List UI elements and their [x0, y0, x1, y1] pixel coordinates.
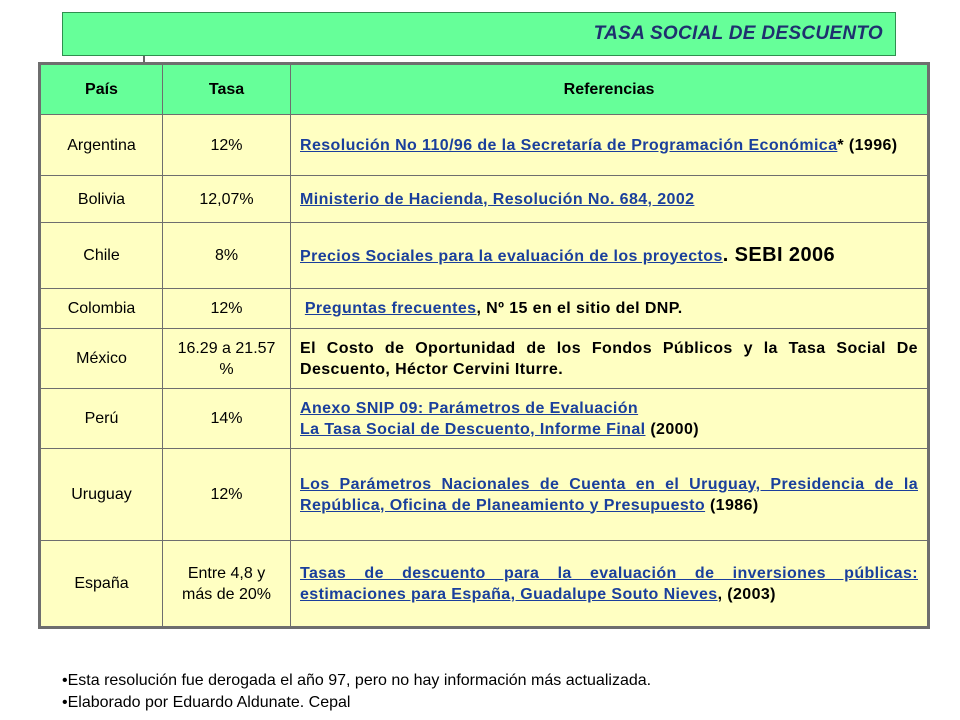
table-row: [40, 115, 929, 176]
reference-cell: [291, 176, 929, 223]
table-row: [40, 176, 929, 223]
header-rate: Tasa: [163, 64, 291, 115]
reference-link[interactable]: Los Parámetros Nacionales de Cuenta en el Uruguay, Presidencia de la República, Oficina de Planeamiento y Presupuesto: [300, 475, 918, 514]
reference-link[interactable]: Anexo SNIP 09: Parámetros de Evaluación: [300, 399, 639, 417]
table-header-row: [40, 64, 929, 115]
rate-cell: 16.29 a 21.57 %: [163, 329, 291, 389]
footnote-item: •Esta resolución fue derogada el año 97, pero no hay información más actualizada.: [62, 672, 652, 689]
reference-text: . SEBI 2006: [722, 243, 836, 266]
rate-cell: 12%: [163, 449, 291, 541]
reference-text: El Costo de Oportunidad de los Fondos Públicos y la Tasa Social De Descuento, Héctor Cervini Iturre.: [300, 339, 918, 378]
country-cell: Perú: [40, 389, 163, 449]
rate-cell: 12,07%: [163, 176, 291, 223]
reference-cell: [291, 223, 929, 289]
reference-cell: [291, 289, 929, 329]
reference-link[interactable]: Tasas de descuento para la evaluación de inversiones públicas: estimaciones para España, Guadalupe Souto Nieves: [300, 564, 918, 603]
reference-cell: [291, 389, 929, 449]
header-country: País: [40, 64, 163, 115]
rate-cell: 12%: [163, 115, 291, 176]
table-row: [40, 389, 929, 449]
country-cell: España: [40, 541, 163, 628]
country-cell: Uruguay: [40, 449, 163, 541]
reference-cell: [291, 541, 929, 628]
reference-text: , (2003): [717, 585, 776, 603]
reference-text: , Nº 15 en el sitio del DNP.: [476, 300, 683, 317]
country-cell: Argentina: [40, 115, 163, 176]
table-row: [40, 223, 929, 289]
rate-cell: 12%: [163, 289, 291, 329]
country-cell: México: [40, 329, 163, 389]
footnotes: [62, 670, 651, 714]
rate-cell: Entre 4,8 y más de 20%: [163, 541, 291, 628]
reference-text: (2000): [645, 420, 699, 438]
reference-cell: [291, 329, 929, 389]
table-row: [40, 289, 929, 329]
page-title: TASA SOCIAL DE DESCUENTO: [593, 23, 883, 44]
table-row: [40, 541, 929, 628]
header-references: Referencias: [291, 64, 929, 115]
reference-link[interactable]: Resolución No 110/96 de la Secretaría de Programación Económica: [300, 136, 838, 154]
reference-text: (1986): [705, 496, 759, 514]
reference-link-2[interactable]: La Tasa Social de Descuento, Informe Final: [300, 420, 646, 438]
title-banner: [62, 12, 896, 56]
footnote-item: •Elaborado por Eduardo Aldunate. Cepal: [62, 694, 351, 711]
reference-link[interactable]: Ministerio de Hacienda, Resolución No. 684, 2002: [300, 190, 695, 208]
reference-link[interactable]: Preguntas frecuentes: [304, 300, 477, 317]
reference-cell: [291, 115, 929, 176]
rate-cell: 14%: [163, 389, 291, 449]
reference-text: * (1996): [837, 136, 898, 154]
rate-cell: 8%: [163, 223, 291, 289]
reference-cell: [291, 449, 929, 541]
country-cell: Bolivia: [40, 176, 163, 223]
table-row: [40, 329, 929, 389]
discount-rate-table: [38, 62, 930, 629]
country-cell: Chile: [40, 223, 163, 289]
reference-link[interactable]: Precios Sociales para la evaluación de los proyectos: [300, 247, 723, 265]
table-row: [40, 449, 929, 541]
country-cell: Colombia: [40, 289, 163, 329]
